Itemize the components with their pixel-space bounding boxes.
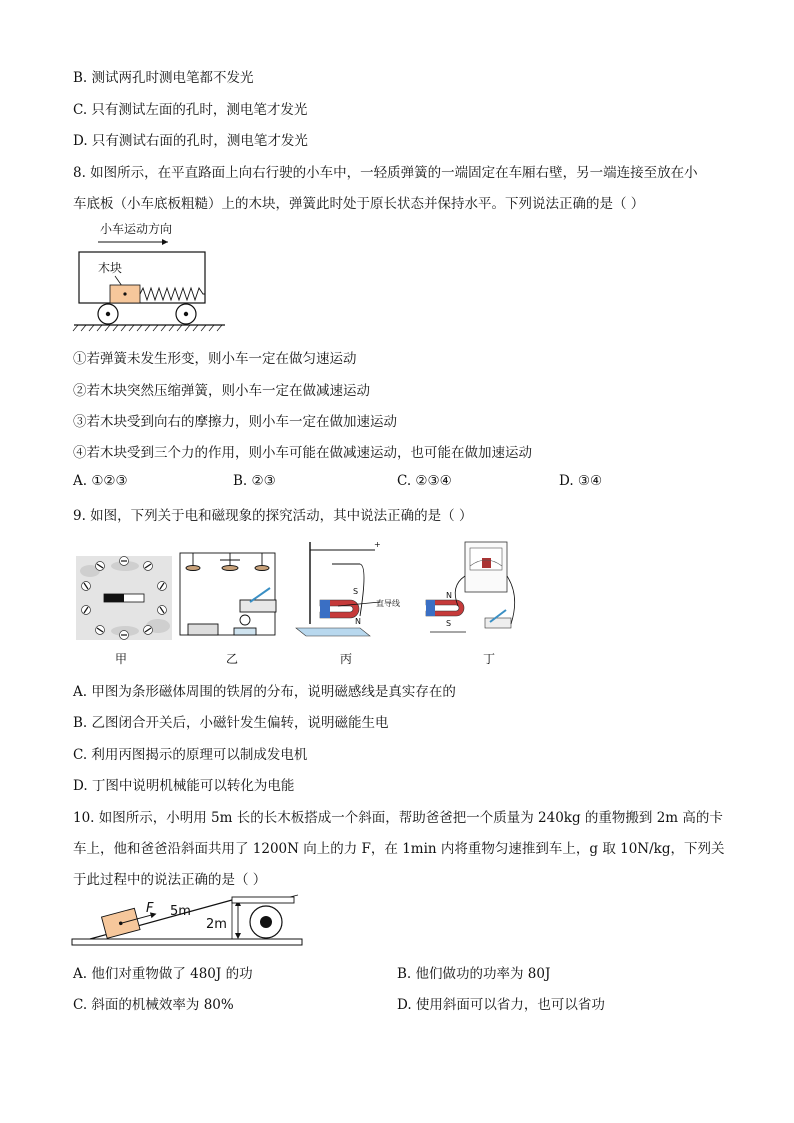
q10-option-d: D. 使用斜面可以省力，也可以省功 xyxy=(397,997,605,1013)
figure-bing xyxy=(296,540,400,636)
figure-yi xyxy=(180,553,276,635)
block-label: 木块 xyxy=(98,261,123,275)
q7-option-c: C. 只有测试左面的孔时，测电笔才发光 xyxy=(73,102,308,118)
q8-stem-line1: 8. 如图所示，在平直路面上向右行驶的小车中，一轻质弹簧的一端固定在车厢右壁，另一端连接至放在小 xyxy=(73,165,698,181)
svg-text:S: S xyxy=(446,619,452,628)
truck-bed xyxy=(232,897,294,903)
q10-stem-line2: 车上，他和爸爸沿斜面共用了 1200N 向上的力 F，在 1min 内将重物匀速推到车上，g 取 10N/kg，下列关 xyxy=(73,841,725,857)
q7-option-d: D. 只有测试右面的孔时，测电笔才发光 xyxy=(73,133,308,149)
caption-jia: 甲 xyxy=(115,652,128,666)
q7-option-b: B. 测试两孔时测电笔都不发光 xyxy=(73,70,254,86)
svg-text:S: S xyxy=(353,587,359,596)
q8-stem-line2: 车底板（小车底板粗糙）上的木块，弹簧此时处于原长状态并保持水平。下列说法正确的是（ ） xyxy=(73,196,645,212)
straight-wire-label: 直导线 xyxy=(376,599,400,608)
figure-ding xyxy=(426,542,515,632)
q10-stem-line3: 于此过程中的说法正确的是（ ） xyxy=(73,872,267,888)
caption-ding: 丁 xyxy=(483,652,496,666)
q8-statement-2: ②若木块突然压缩弹簧，则小车一定在做减速运动 xyxy=(73,383,370,399)
q10-option-c: C. 斜面的机械效率为 80% xyxy=(73,997,234,1013)
ground xyxy=(72,939,302,945)
q10-stem-line1: 10. 如图所示，小明用 5m 长的长木板搭成一个斜面，帮助爸爸把一个质量为 240kg 的重物搬到 2m 高的卡 xyxy=(73,810,723,826)
q9-option-c: C. 利用丙图揭示的原理可以制成发电机 xyxy=(73,747,308,763)
q8-statement-1: ①若弹簧未发生形变，则小车一定在做匀速运动 xyxy=(73,351,357,367)
q9-option-d: D. 丁图中说明机械能可以转化为电能 xyxy=(73,778,295,794)
figure-jia xyxy=(76,556,172,640)
q8-option-c: C. ②③④ xyxy=(397,473,452,489)
q8-statement-3: ③若木块受到向右的摩擦力，则小车一定在做加速运动 xyxy=(73,414,397,430)
svg-text:N: N xyxy=(355,617,361,626)
q10-option-b: B. 他们做功的功率为 80J xyxy=(397,966,551,982)
q10-option-a: A. 他们对重物做了 480J 的功 xyxy=(73,966,253,982)
direction-label: 小车运动方向 xyxy=(100,222,173,236)
caption-yi: 乙 xyxy=(226,652,239,666)
q9-option-b: B. 乙图闭合开关后，小磁针发生偏转，说明磁能生电 xyxy=(73,715,389,731)
q10-incline-figure xyxy=(70,894,310,954)
q8-cart-figure xyxy=(70,218,230,338)
q8-option-b: B. ②③ xyxy=(233,473,276,489)
height-label: 2m xyxy=(206,917,227,932)
caption-bing: 丙 xyxy=(340,652,353,666)
force-label: F xyxy=(146,901,154,916)
q8-option-a: A. ①②③ xyxy=(73,473,128,489)
q8-statement-4: ④若木块受到三个力的作用，则小车可能在做减速运动，也可能在做加速运动 xyxy=(73,445,532,461)
spring xyxy=(140,288,205,300)
q8-option-d: D. ③④ xyxy=(559,473,603,489)
length-label: 5m xyxy=(170,904,191,919)
cart-body xyxy=(79,252,205,303)
q9-option-a: A. 甲图为条形磁体周围的铁屑的分布，说明磁感线是真实存在的 xyxy=(73,684,456,700)
svg-text:+: + xyxy=(374,540,381,549)
svg-text:N: N xyxy=(446,591,452,600)
q9-stem: 9. 如图，下列关于电和磁现象的探究活动，其中说法正确的是（ ） xyxy=(73,508,473,524)
q9-figures xyxy=(70,536,520,648)
